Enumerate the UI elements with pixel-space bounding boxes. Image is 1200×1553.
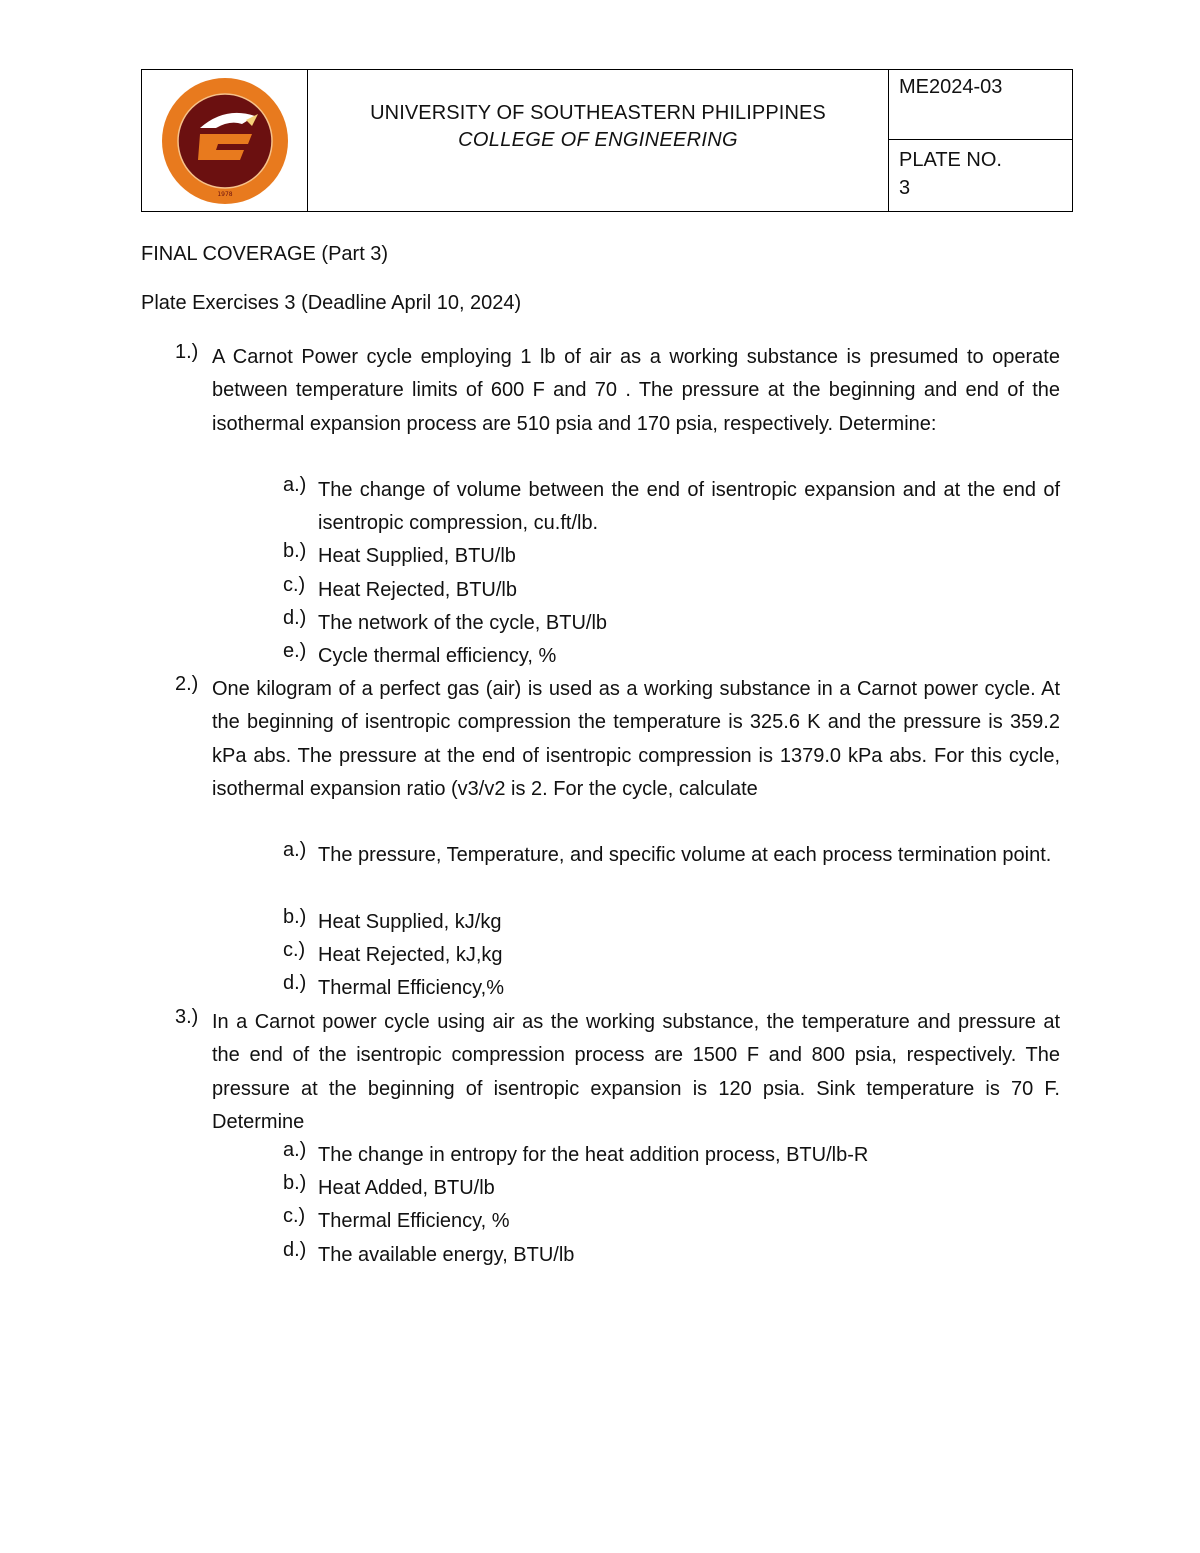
plate-number: 3	[899, 177, 911, 199]
course-code: ME2024-03	[889, 70, 1072, 140]
question-number: 3.)	[175, 1006, 199, 1028]
header-table	[141, 69, 1073, 212]
question-text: A Carnot Power cycle employing 1 lb of air as a working substance is presumed to operate between temperature limits of 600 F and 70 . The pressure at the beginning and end of the isothermal expansion process are 510 psia and 170 psia, respectively. Determine:	[212, 346, 1060, 435]
plate-subheading: Plate Exercises 3 (Deadline April 10, 2024)	[141, 292, 522, 314]
university-name: UNIVERSITY OF SOUTHEASTERN PHILIPPINES	[370, 102, 826, 124]
title-cell	[308, 70, 889, 212]
question-text: One kilogram of a perfect gas (air) is used as a working substance in a Carnot power cycle. At the beginning of isentropic compression the temperature is 325.6 K and the pressure is 359.2 kPa abs. The pressure at the end of isentropic compression is 1379.0 kPa abs. For this cycle, isothermal expansion ratio (v3/v2 is 2. For the cycle, calculate	[212, 678, 1060, 800]
college-name: COLLEGE OF ENGINEERING	[458, 129, 738, 151]
svg-text:1978: 1978	[216, 190, 233, 198]
plate-label: PLATE NO.	[899, 149, 1002, 171]
question-number: 2.)	[175, 673, 199, 695]
code-cell	[889, 70, 1073, 212]
section-heading: FINAL COVERAGE (Part 3)	[141, 243, 389, 265]
logo-cell	[142, 70, 308, 212]
college-logo-icon	[160, 76, 290, 206]
question-number: 1.)	[175, 341, 199, 363]
question-text: In a Carnot power cycle using air as the working substance, the temperature and pressure at the end of the isentropic compression process are 1500 F and 800 psia, respectively. The pressure at the beginning of isentropic expansion is 120 psia. Sink temperature is 70 F. Determine	[212, 1011, 1060, 1133]
